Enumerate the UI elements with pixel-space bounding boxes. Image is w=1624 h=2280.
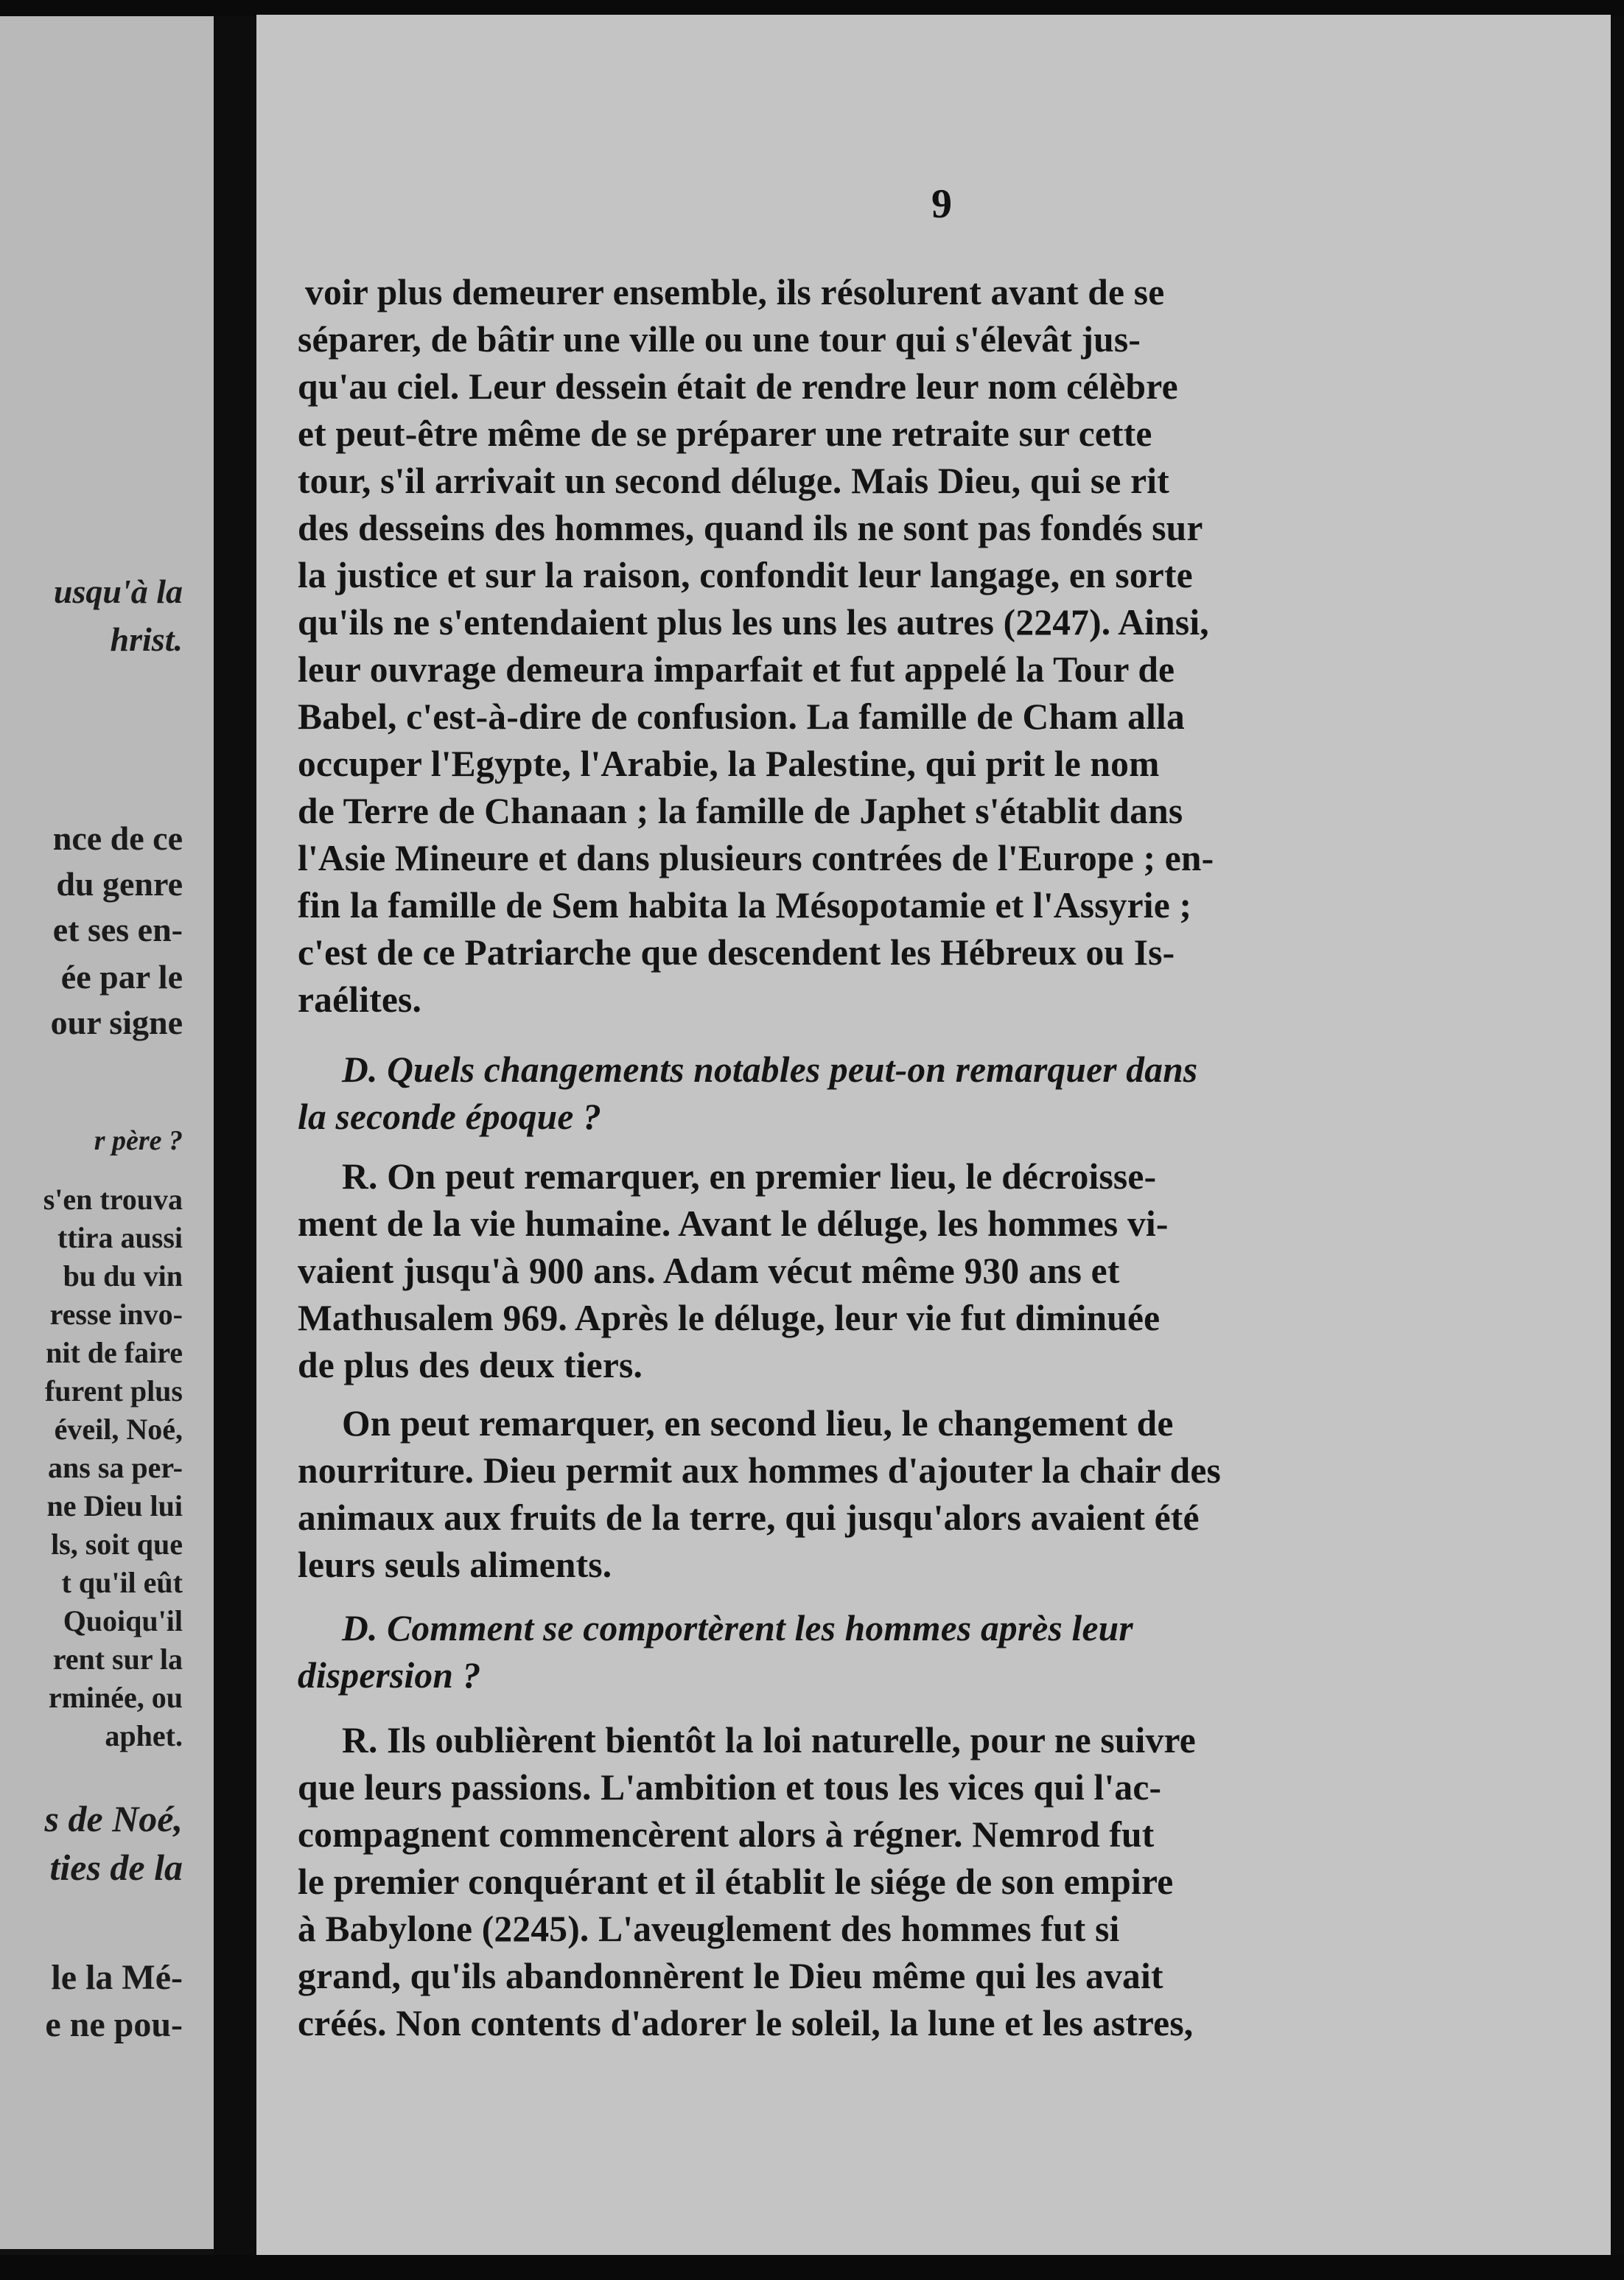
text-line: grand, qu'ils abandonnèrent le Dieu même qui les avait [298,1956,1163,1996]
text-line: le premier conquérant et il établit le siége de son empire [298,1861,1174,1902]
text-line: de Terre de Chanaan ; la famille de Japhet s'établit dans [298,791,1183,831]
left-page-line: ans sa per- [48,1451,183,1484]
text-line: R. On peut remarquer, en premier lieu, le décroisse- [342,1156,1157,1197]
question-line: D. Comment se comportèrent les hommes après leur [342,1608,1133,1648]
page-number: 9 [931,181,952,227]
left-page-line: éveil, Noé, [54,1413,183,1446]
scan-right-border [1611,16,1624,2256]
text-line: leurs seuls aliments. [298,1545,612,1585]
text-line: séparer, de bâtir une ville ou une tour qui s'élevât jus- [298,319,1141,360]
scan-bottom-border [0,2255,1624,2280]
left-page-line: our signe [50,1004,183,1041]
question-line: D. Quels changements notables peut-on remarquer dans [342,1049,1198,1090]
text-line: occuper l'Egypte, l'Arabie, la Palestine, qui prit le nom [298,744,1160,784]
text-line: raélites. [298,979,422,1020]
text-line: tour, s'il arrivait un second déluge. Mais Dieu, qui se rit [298,461,1169,501]
left-page-line: nce de ce [52,819,183,857]
text-line: fin la famille de Sem habita la Mésopotamie et l'Assyrie ; [298,885,1192,926]
text-line: créés. Non contents d'adorer le soleil, la lune et les astres, [298,2003,1194,2043]
left-page-line: ls, soit que [51,1528,183,1561]
text-line: Mathusalem 969. Après le déluge, leur vie fut diminuée [298,1298,1161,1338]
text-line: à Babylone (2245). L'aveuglement des hommes fut si [298,1909,1120,1949]
left-page-line: et ses en- [52,911,183,948]
body-paragraph [298,269,1491,1024]
text-line: nourriture. Dieu permit aux hommes d'ajouter la chair des [298,1450,1221,1491]
question-line: dispersion ? [298,1655,481,1696]
text-line: qu'ils ne s'entendaient plus les uns les autres (2247). Ainsi, [298,602,1209,643]
left-page-line: e ne pou- [45,2005,183,2044]
text-line: de plus des deux tiers. [298,1345,643,1385]
text-line: c'est de ce Patriarche que descendent les Hébreux ou Is- [298,932,1175,973]
left-page-line: ties de la [49,1847,183,1888]
left-page-line: usqu'à la [53,573,183,610]
text-line: et peut-être même de se préparer une retraite sur cette [298,413,1152,454]
left-page-line: t qu'il eût [61,1566,183,1599]
left-page-line: du genre [56,865,183,903]
left-page-line: resse invo- [49,1298,183,1331]
question-line: la seconde époque ? [298,1097,602,1137]
text-line: Babel, c'est-à-dire de confusion. La famille de Cham alla [298,696,1185,737]
text-line: que leurs passions. L'ambition et tous les vices qui l'ac- [298,1767,1162,1808]
text-line: animaux aux fruits de la terre, qui jusqu'alors avaient été [298,1497,1200,1538]
left-page-line: ée par le [60,958,183,996]
text-line: On peut remarquer, en second lieu, le changement de [342,1403,1174,1444]
text-line: la justice et sur la raison, confondit leur langage, en sorte [298,555,1193,595]
main-page [256,15,1611,2256]
left-page-line: nit de faire [46,1336,183,1369]
left-page-fragment [0,16,234,2249]
question-paragraph [298,1605,1491,1699]
text-line: ment de la vie humaine. Avant le déluge, les hommes vi- [298,1203,1169,1244]
left-page-line: r père ? [94,1125,183,1156]
text-line: des desseins des hommes, quand ils ne sont pas fondés sur [298,508,1203,548]
left-page-line: rminée, ou [48,1681,183,1714]
left-page-line: ttira aussi [57,1221,183,1254]
text-line: R. Ils oublièrent bientôt la loi naturelle, pour ne suivre [342,1720,1196,1760]
text-line: leur ouvrage demeura imparfait et fut appelé la Tour de [298,649,1175,690]
answer-paragraph [298,1717,1491,2047]
left-page-line: le la Mé- [51,1958,183,1997]
left-page-line: bu du vin [63,1259,183,1293]
answer-paragraph [298,1153,1491,1389]
left-page-line: rent sur la [52,1643,183,1676]
text-line: compagnent commencèrent alors à régner. Nemrod fut [298,1814,1155,1855]
left-page-line: furent plus [44,1374,183,1407]
text-line: qu'au ciel. Leur dessein était de rendre leur nom célèbre [298,366,1178,407]
left-page-line: aphet. [105,1719,183,1752]
scan-top-border [0,0,1624,16]
body-paragraph [298,1400,1491,1589]
left-page-line: hrist. [110,620,183,658]
left-page-line: ne Dieu lui [46,1489,183,1522]
text-line: voir plus demeurer ensemble, ils résolurent avant de se [305,272,1165,312]
left-page-line: Quoiqu'il [63,1604,183,1637]
question-paragraph [298,1046,1491,1141]
left-page-line: s'en trouva [43,1183,183,1216]
text-line: vaient jusqu'à 900 ans. Adam vécut même 930 ans et [298,1251,1120,1291]
text-line: l'Asie Mineure et dans plusieurs contrées de l'Europe ; en- [298,838,1214,878]
left-page-line: s de Noé, [44,1798,183,1839]
